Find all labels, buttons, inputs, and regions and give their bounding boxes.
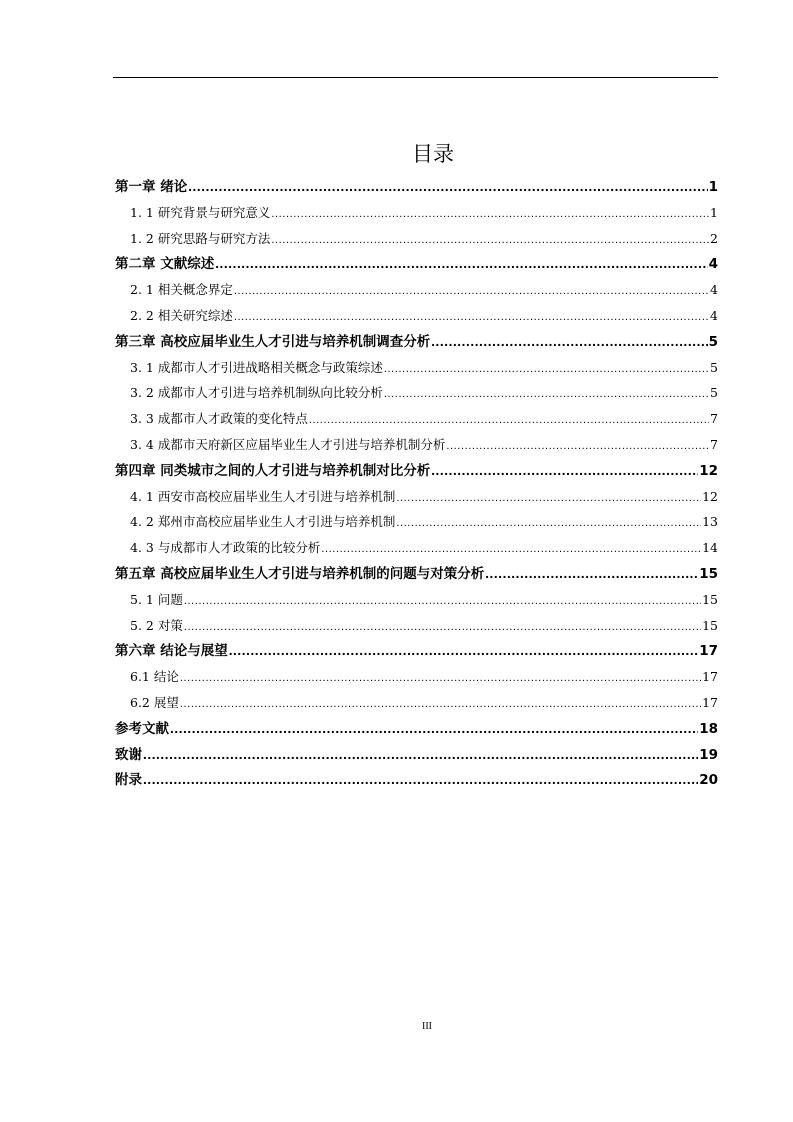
dot-leader <box>188 174 707 200</box>
toc-entry-label: 5. 1 问题 <box>130 591 183 607</box>
toc-entry-page-number: 20 <box>699 772 718 789</box>
toc-section-entry[interactable] <box>115 535 718 561</box>
toc-entry-page-number: 17 <box>702 694 718 710</box>
dot-leader <box>271 202 709 228</box>
toc-section-entry[interactable] <box>115 587 718 613</box>
toc-entry-label: 参考文献 <box>115 720 169 737</box>
dot-leader <box>143 767 698 793</box>
toc-entry-page-number: 5 <box>710 385 718 401</box>
toc-chapter-entry[interactable] <box>115 638 718 664</box>
toc-entry-label: 致谢 <box>115 746 142 763</box>
toc-chapter-entry[interactable] <box>115 458 718 484</box>
toc-entry-page-number: 14 <box>702 540 718 556</box>
toc-entry-page-number: 17 <box>702 669 718 685</box>
toc-section-entry[interactable] <box>115 355 718 381</box>
table-of-contents <box>115 174 718 793</box>
toc-entry-page-number: 19 <box>699 746 718 763</box>
toc-entry-page-number: 12 <box>702 488 718 504</box>
toc-entry-page-number: 5 <box>710 359 718 375</box>
toc-entry-page-number: 1 <box>710 204 718 220</box>
toc-chapter-entry[interactable] <box>115 767 718 793</box>
dot-leader <box>446 434 709 460</box>
toc-entry-label: 3. 1 成都市人才引进战略相关概念与政策综述 <box>130 359 383 375</box>
toc-chapter-entry[interactable] <box>115 329 718 355</box>
dot-leader <box>309 408 709 434</box>
dot-leader <box>321 537 701 563</box>
toc-entry-page-number: 17 <box>699 643 718 660</box>
toc-entry-label: 2. 1 相关概念界定 <box>130 282 233 298</box>
toc-entry-label: 2. 2 相关研究综述 <box>130 307 233 323</box>
dot-leader <box>431 329 707 355</box>
toc-entry-label: 第六章 结论与展望 <box>115 643 228 660</box>
toc-entry-page-number: 2 <box>710 230 718 246</box>
toc-entry-page-number: 18 <box>699 720 718 737</box>
dot-leader <box>396 486 701 512</box>
toc-entry-page-number: 7 <box>710 411 718 427</box>
toc-entry-page-number: 1 <box>708 179 718 195</box>
toc-section-entry[interactable] <box>115 509 718 535</box>
toc-entry-label: 第一章 绪论 <box>115 179 188 195</box>
toc-entry-label: 3. 3 成都市人才政策的变化特点 <box>130 411 308 427</box>
dot-leader <box>271 228 709 254</box>
toc-section-entry[interactable] <box>115 226 718 252</box>
dot-leader <box>170 716 698 742</box>
toc-entry-label: 3. 4 成都市天府新区应届毕业生人才引进与培养机制分析 <box>130 436 446 452</box>
toc-entry-label: 第五章 高校应届毕业生人才引进与培养机制的问题与对策分析 <box>115 565 485 582</box>
toc-entry-label: 6.2 展望 <box>130 694 179 710</box>
toc-entry-page-number: 13 <box>702 514 718 530</box>
header-rule <box>113 77 718 78</box>
toc-chapter-entry[interactable] <box>115 174 718 200</box>
dot-leader <box>396 511 701 537</box>
toc-section-entry[interactable] <box>115 432 718 458</box>
dot-leader <box>143 742 698 768</box>
toc-section-entry[interactable] <box>115 484 718 510</box>
toc-entry-page-number: 7 <box>710 436 718 452</box>
toc-section-entry[interactable] <box>115 664 718 690</box>
dot-leader <box>384 357 709 383</box>
toc-chapter-entry[interactable] <box>115 742 718 768</box>
toc-entry-label: 第四章 同类城市之间的人才引进与培养机制对比分析 <box>115 462 431 479</box>
dot-leader <box>180 692 701 718</box>
dot-leader <box>431 458 698 484</box>
toc-chapter-entry[interactable] <box>115 561 718 587</box>
toc-entry-label: 4. 2 郑州市高校应届毕业生人才引进与培养机制 <box>130 514 396 530</box>
toc-section-entry[interactable] <box>115 303 718 329</box>
toc-entry-page-number: 5 <box>708 333 718 350</box>
dot-leader <box>234 305 709 331</box>
dot-leader <box>234 279 709 305</box>
toc-entry-page-number: 4 <box>710 307 718 323</box>
dot-leader <box>384 382 709 408</box>
dot-leader <box>215 251 707 277</box>
toc-entry-label: 1. 2 研究思路与研究方法 <box>130 230 271 246</box>
dot-leader <box>180 666 701 692</box>
toc-section-entry[interactable] <box>115 200 718 226</box>
toc-entry-label: 附录 <box>115 772 142 789</box>
toc-entry-page-number: 12 <box>699 462 718 479</box>
toc-entry-label: 4. 1 西安市高校应届毕业生人才引进与培养机制 <box>130 488 396 504</box>
toc-entry-page-number: 4 <box>708 256 718 273</box>
toc-chapter-entry[interactable] <box>115 251 718 277</box>
toc-section-entry[interactable] <box>115 690 718 716</box>
toc-entry-label: 1. 1 研究背景与研究意义 <box>130 204 271 220</box>
toc-entry-label: 6.1 结论 <box>130 669 179 685</box>
toc-section-entry[interactable] <box>115 613 718 639</box>
toc-entry-page-number: 4 <box>710 282 718 298</box>
toc-entry-label: 3. 2 成都市人才引进与培养机制纵向比较分析 <box>130 385 383 401</box>
page-number: III <box>422 1021 432 1032</box>
dot-leader <box>184 589 701 615</box>
dot-leader <box>184 615 701 641</box>
dot-leader <box>485 561 698 587</box>
toc-entry-page-number: 15 <box>702 617 718 633</box>
toc-entry-label: 第三章 高校应届毕业生人才引进与培养机制调查分析 <box>115 333 431 350</box>
toc-entry-page-number: 15 <box>699 565 718 582</box>
toc-section-entry[interactable] <box>115 277 718 303</box>
toc-entry-page-number: 15 <box>702 591 718 607</box>
toc-section-entry[interactable] <box>115 406 718 432</box>
toc-entry-label: 4. 3 与成都市人才政策的比较分析 <box>130 540 321 556</box>
toc-section-entry[interactable] <box>115 380 718 406</box>
toc-entry-label: 第二章 文献综述 <box>115 256 215 273</box>
toc-title: 目录 <box>412 142 454 166</box>
dot-leader <box>229 638 699 664</box>
toc-chapter-entry[interactable] <box>115 716 718 742</box>
toc-entry-label: 5. 2 对策 <box>130 617 183 633</box>
